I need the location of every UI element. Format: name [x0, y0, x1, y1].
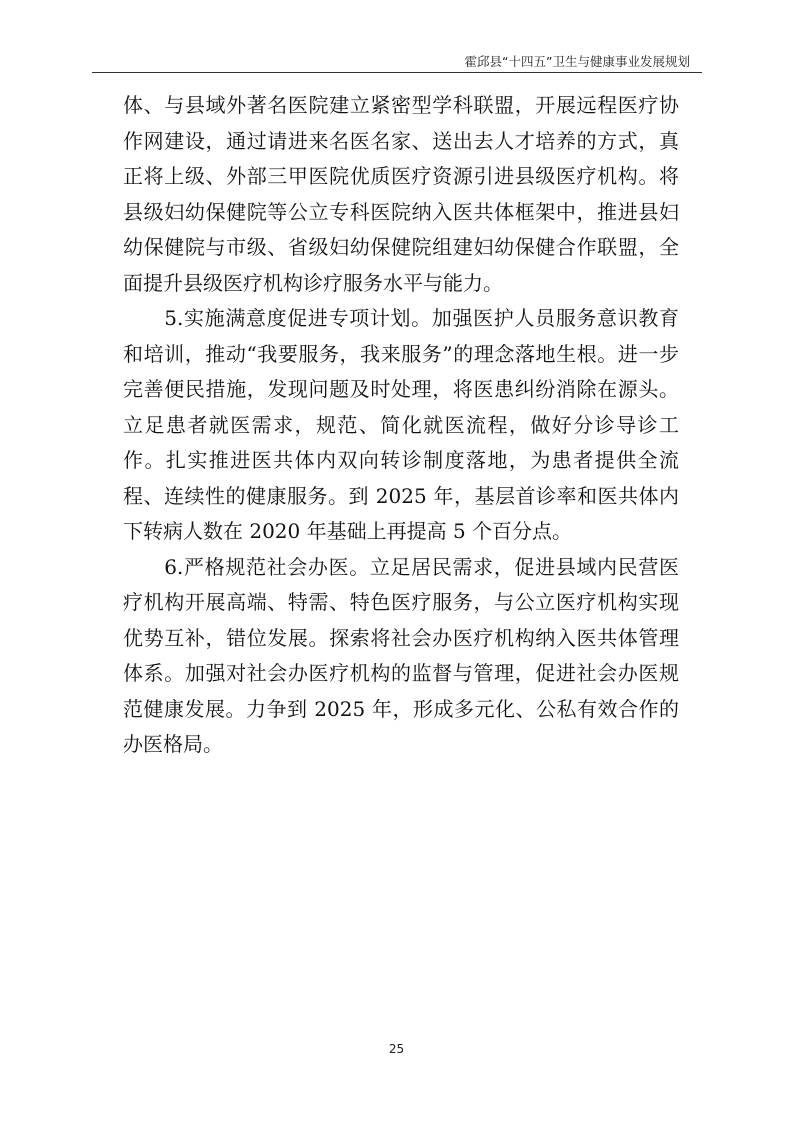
page-header	[92, 48, 702, 74]
paragraph-satisfaction-plan: 5.实施满意度促进专项计划。加强医护人员服务意识教育和培训，推动“我要服务，我来服务”的理念落地生根。进一步完善便民措施，发现问题及时处理，将医患纠纷消除在源头。立足患者就医需求，规范、简化就医流程，做好分诊导诊工作。扎实推进医共体内双向转诊制度落地，为患者提供全流程、连续性的健康服务。到 2025 年，基层首诊率和医共体内下转病人数在 2020 年基础上再提高 5 个百分点。	[123, 306, 679, 543]
page-number: 25	[388, 1042, 405, 1056]
paragraph-continuation: 体、与县域外著名医院建立紧密型学科联盟，开展远程医疗协作网建设，通过请进来名医名家、送出去人才培养的方式，真正将上级、外部三甲医院优质医疗资源引进县级医疗机构。将县级妇幼保健院等公立专科医院纳入医共体框架中，推进县妇幼保健院与市级、省级妇幼保健院组建妇幼保健合作联盟，全面提升县级医疗机构诊疗服务水平与能力。	[123, 93, 679, 295]
header-divider	[92, 72, 702, 73]
document-body	[123, 88, 679, 763]
paragraph-private-medical: 6.严格规范社会办医。立足居民需求，促进县域内民营医疗机构开展高端、特需、特色医疗服务，与公立医疗机构实现优势互补，错位发展。探索将社会办医疗机构纳入医共体管理体系。加强对社会办医疗机构的监督与管理，促进社会办医规范健康发展。力争到 2025 年，形成多元化、公私有效合作的办医格局。	[123, 554, 679, 756]
running-header-title: 霍邱县“十四五”卫生与健康事业发展规划	[464, 54, 690, 69]
